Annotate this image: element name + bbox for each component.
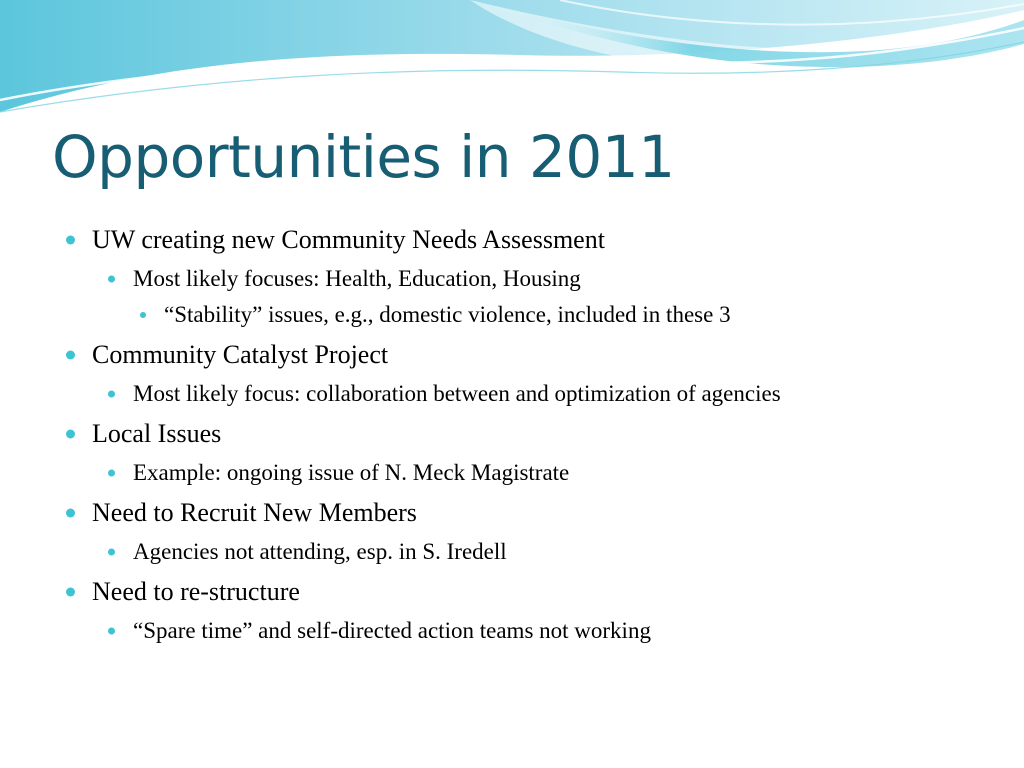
bullet-item <box>62 614 1012 647</box>
bullet-item <box>62 222 1012 258</box>
bullet-list <box>62 222 1012 647</box>
bullet-text: Agencies not attending, esp. in S. Iredell <box>133 539 507 564</box>
bullet-item <box>62 456 1012 489</box>
bullet-dot-icon <box>108 275 115 282</box>
bullet-item <box>62 535 1012 568</box>
bullet-dot-icon <box>108 627 115 634</box>
bullet-text: Need to re-structure <box>92 577 300 606</box>
bullet-text: UW creating new Community Needs Assessment <box>92 225 605 254</box>
bullet-dot-icon <box>66 509 75 518</box>
bullet-text: Need to Recruit New Members <box>92 498 417 527</box>
bullet-text: “Spare time” and self-directed action teams not working <box>133 618 651 643</box>
bullet-dot-icon <box>66 236 75 245</box>
bullet-text: Community Catalyst Project <box>92 340 389 369</box>
bullet-item <box>62 262 1012 295</box>
bullet-dot-icon <box>66 588 75 597</box>
header-wave-decoration <box>0 0 1024 120</box>
bullet-dot-icon <box>140 312 146 318</box>
bullet-item <box>62 495 1012 531</box>
bullet-dot-icon <box>108 548 115 555</box>
slide-title: Opportunities in 2011 <box>52 123 675 191</box>
bullet-text: Most likely focus: collaboration between and optimization of agencies <box>133 381 781 406</box>
bullet-item <box>62 377 1012 410</box>
bullet-text: Local Issues <box>92 419 222 448</box>
bullet-item <box>62 337 1012 373</box>
bullet-text: “Stability” issues, e.g., domestic violence, included in these 3 <box>164 302 731 327</box>
bullet-text: Example: ongoing issue of N. Meck Magistrate <box>133 460 570 485</box>
bullet-item <box>62 298 1012 331</box>
bullet-dot-icon <box>108 390 115 397</box>
bullet-dot-icon <box>108 469 115 476</box>
bullet-dot-icon <box>66 430 75 439</box>
bullet-item <box>62 574 1012 610</box>
bullet-text: Most likely focuses: Health, Education, Housing <box>133 266 581 291</box>
bullet-dot-icon <box>66 351 75 360</box>
bullet-item <box>62 416 1012 452</box>
